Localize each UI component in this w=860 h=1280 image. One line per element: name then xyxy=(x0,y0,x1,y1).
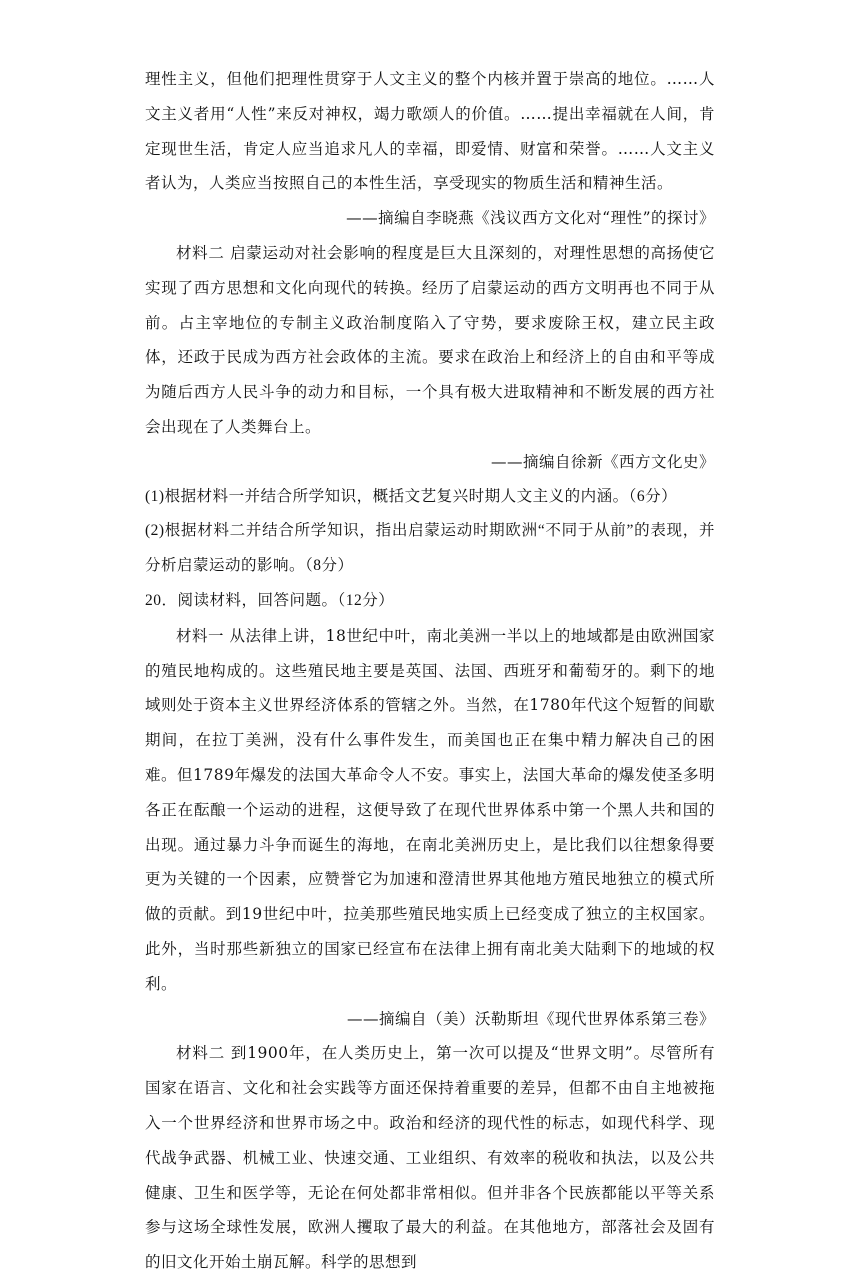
q19-subquestion-1: (1)根据材料一并结合所学知识，概括文艺复兴时期人文主义的内涵。（6分） xyxy=(145,487,678,505)
q20-material1: 材料一 从法律上讲，18世纪中叶，南北美洲一半以上的地域都是由欧洲国家的殖民地构成的。这些殖民地主要是英国、法国、西班牙和葡萄牙的。剩下的地域则处于资本主义世界经济体系的管辖之外。当然，在1780年代这个短暂的间歇期间，在拉丁美洲，没有什么事件发生，而美国也正在集中精力解决自己的困难。但1789年爆发的法国大革命令人不安。事实上，法国大革命的爆发使圣多明各正在酝酿一个运动的进程，这便导致了在现代世界体系中第一个黑人共和国的出现。通过暴力斗争而诞生的海地，在南北美洲历史上，是比我们以往想象得要更为关键的一个因素，应赞誉它为加速和澄清世界其他地方殖民地独立的模式所做的贡献。到19世纪中叶，拉美那些殖民地实质上已经变成了独立的主权国家。此外，当时那些新独立的国家已经宣布在法律上拥有南北美大陆剩下的地域的权利。 xyxy=(145,626,715,993)
exam-content xyxy=(145,62,715,1280)
q20-material1-source: ——摘编自（美）沃勒斯坦《现代世界体系第三卷》 xyxy=(346,1009,715,1028)
q20-heading: 20．阅读材料，回答问题。（12分） xyxy=(145,591,395,609)
q19-material2-source: ——摘编自徐新《西方文化史》 xyxy=(490,452,715,471)
q19-subquestion-2: (2)根据材料二并结合所学知识，指出启蒙运动时期欧洲“不同于从前”的表现，并分析启蒙运动的影响。（8分） xyxy=(145,522,715,575)
q19-material1-source: ——摘编自李晓燕《浅议西方文化对“理性”的探讨》 xyxy=(346,209,715,228)
q19-material1-continuation: 理性主义，但他们把理性贯穿于人文主义的整个内核并置于崇高的地位。……人文主义者用“人性”来反对神权，竭力歌颂人的价值。……提出幸福就在人间，肯定现世生活，肯定人应当追求凡人的幸福，即爱情、财富和荣誉。……人文主义者认为，人类应当按照自己的本性生活，享受现实的物质生活和精神生活。 xyxy=(145,70,715,193)
q19-material2: 材料二 启蒙运动对社会影响的程度是巨大且深刻的，对理性思想的高扬使它实现了西方思想和文化向现代的转换。经历了启蒙运动的西方文明再也不同于从前。占主宰地位的专制主义政治制度陷入了守势，要求废除王权，建立民主政体，还政于民成为西方社会政体的主流。要求在政治上和经济上的自由和平等成为随后西方人民斗争的动力和目标，一个具有极大进取精神和不断发展的西方社会出现在了人类舞台上。 xyxy=(145,243,715,436)
q20-material2: 材料二 到1900年，在人类历史上，第一次可以提及“世界文明”。尽管所有国家在语言、文化和社会实践等方面还保持着重要的差异，但都不由自主地被拖入一个世界经济和世界市场之中。政治和经济的现代性的标志，如现代科学、现代战争武器、机械工业、快速交通、工业组织、有效率的税收和执法，以及公共健康、卫生和医学等，无论在何处都非常相似。但并非各个民族都能以平等关系参与这场全球性发展，欧洲人攫取了最大的利益。在其他地方，部落社会及固有的旧文化开始土崩瓦解。科学的思想到 xyxy=(145,1044,715,1272)
